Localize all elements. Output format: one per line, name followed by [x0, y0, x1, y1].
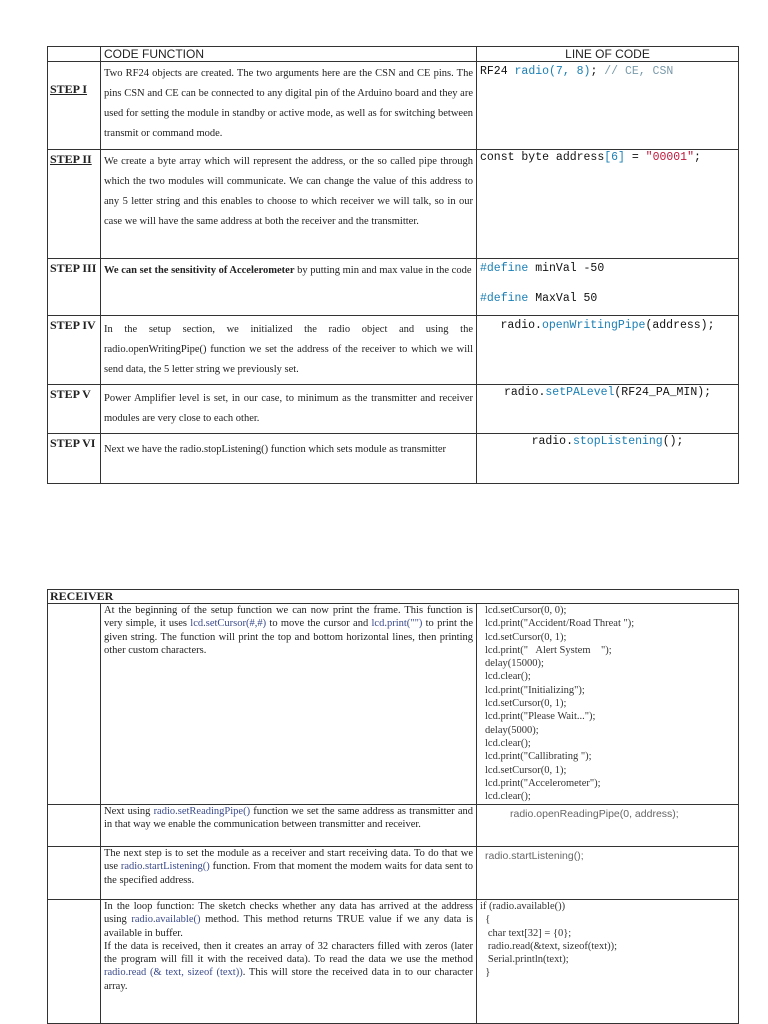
table-row: [48, 62, 739, 150]
table-row: [48, 900, 739, 1024]
step-label: STEP VI: [48, 434, 101, 484]
code-steps-table: [47, 46, 739, 484]
step-code: radio.setPALevel(RF24_PA_MIN);: [477, 385, 739, 434]
step-label: STEP IV: [48, 316, 101, 385]
table-row: [48, 805, 739, 847]
receiver-description: In the loop function: The sketch checks whether any data has arrived at the address using radio.available() method. This method returns TRUE value if we any data is available in buffer. If the data is received, then it creates an array of 32 characters filled with zeros (later the program will fill it with the received data). To read the data we use the method radio.read (& text, sizeof (text)). This will store the received data in to our character array.: [101, 900, 477, 1024]
step-description: Next we have the radio.stopListening() function which sets module as transmitter: [101, 434, 477, 484]
step-description: We can set the sensitivity of Accelerometer by putting min and max value in the code: [101, 259, 477, 316]
table-row: [48, 259, 739, 316]
step-description: Power Amplifier level is set, in our case, to minimum as the transmitter and receiver modules are very close to each other.: [101, 385, 477, 434]
header-blank: [48, 47, 101, 62]
receiver-description: At the beginning of the setup function we can now print the frame. This function is very simple, it uses lcd.setCursor(#,#) to move the cursor and lcd.print("") to print the given string. The function will print the top and bottom horizontal lines, then printing other custom characters.: [101, 604, 477, 805]
table-row: [48, 604, 739, 805]
receiver-description: The next step is to set the module as a receiver and start receiving data. To do that we use radio.startListening() function. From that moment the modem waits for data sent to the specified address.: [101, 847, 477, 900]
step-code: radio.openWritingPipe(address);: [477, 316, 739, 385]
receiver-table: [47, 589, 739, 1024]
receiver-title: RECEIVER: [48, 590, 739, 604]
receiver-code: radio.openReadingPipe(0, address);: [477, 805, 739, 847]
receiver-description: Next using radio.setReadingPipe() function we set the same address as transmitter and in that way we enable the communication between transmitter and receiver.: [101, 805, 477, 847]
step-code: const byte address[6] = "00001";: [477, 150, 739, 259]
table-row: [48, 847, 739, 900]
step-code: #define minVal -50 #define MaxVal 50: [477, 259, 739, 316]
receiver-code: if (radio.available()) { char text[32] = {0}; radio.read(&text, sizeof(text)); Serial.println(text); }: [477, 900, 739, 1024]
table-row: [48, 316, 739, 385]
header-line-of-code: LINE OF CODE: [477, 47, 739, 62]
receiver-code: radio.startListening();: [477, 847, 739, 900]
table-row: [48, 385, 739, 434]
table-row: [48, 150, 739, 259]
step-label: STEP III: [48, 259, 101, 316]
receiver-code: lcd.setCursor(0, 0); lcd.print("Accident/Road Threat "); lcd.setCursor(0, 1); lcd.print(" Alert System "); delay(15000); lcd.clear(); lcd.print("Initializing"); lcd.setCursor(0, 1); lcd.print("Please Wait..."); delay(5000); lcd.clear(); lcd.print("Callibrating "); lcd.setCursor(0, 1); lcd.print("Accelerometer"); lcd.clear();: [477, 604, 739, 805]
step-label: STEP II: [48, 150, 101, 259]
step-label: STEP V: [48, 385, 101, 434]
step-description: Two RF24 objects are created. The two arguments here are the CSN and CE pins. The pins CSN and CE can be connected to any digital pin of the Arduino board and they are used for setting the module in standby or active mode, as well as for switching between transmit or command mode.: [101, 62, 477, 150]
step-code: RF24 radio(7, 8); // CE, CSN: [477, 62, 739, 150]
step-label: STEP I: [48, 62, 101, 150]
step-code: radio.stopListening();: [477, 434, 739, 484]
header-code-function: CODE FUNCTION: [101, 47, 477, 62]
step-description: In the setup section, we initialized the radio object and using the radio.openWritingPipe() function we set the address of the receiver to which we will send data, the 5 letter string we previously set.: [101, 316, 477, 385]
table-row: [48, 434, 739, 484]
step-description: We create a byte array which will represent the address, or the so called pipe through which the two modules will communicate. We can change the value of this address to any 5 letter string and this enables to choose to which receiver we will talk, so in our case we will have the same address at both the receiver and the transmitter.: [101, 150, 477, 259]
